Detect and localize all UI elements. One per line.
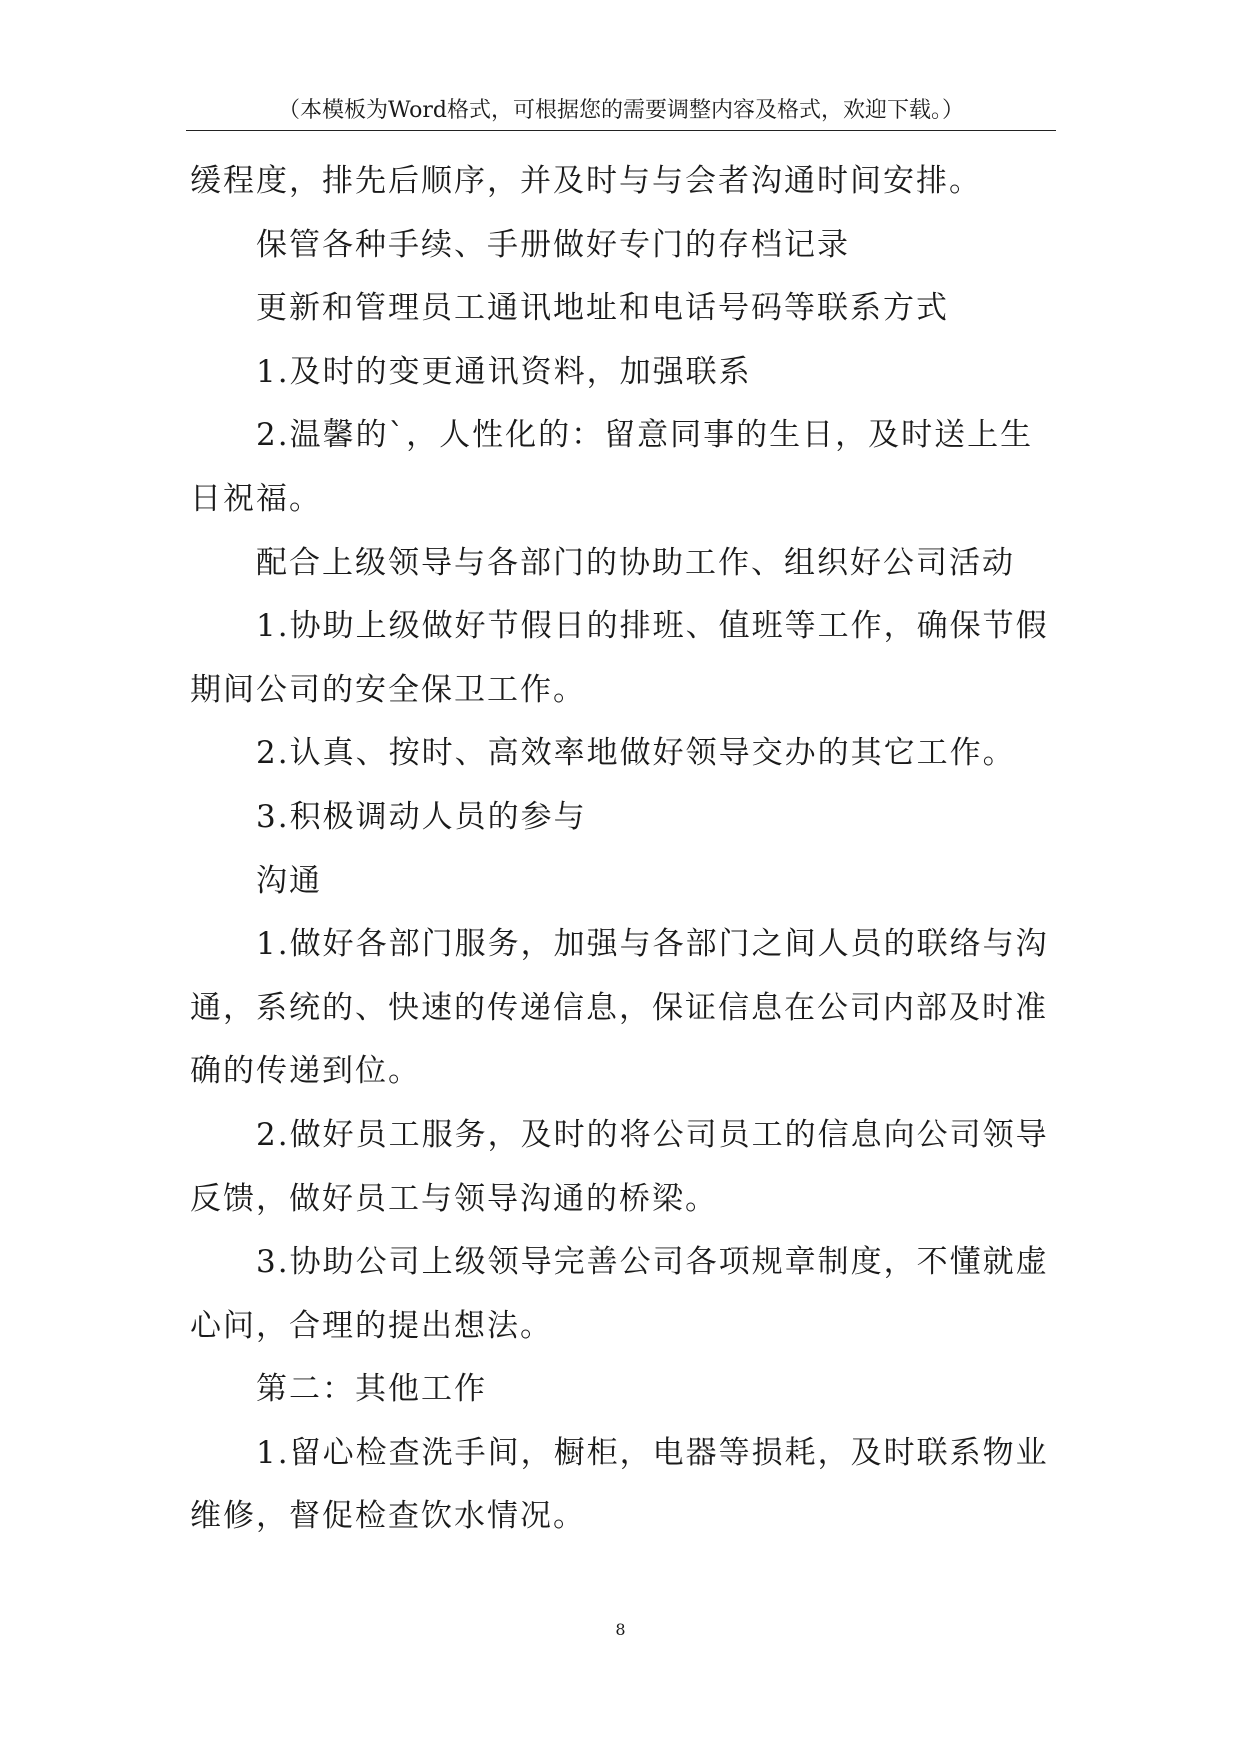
text-line: 配合上级领导与各部门的协助工作、组织好公司活动 [256, 544, 1015, 581]
text-line: 2.做好员工服务，及时的将公司员工的信息向公司领导 [256, 1116, 1049, 1153]
text-line: 1.留心检查洗手间，橱柜，电器等损耗，及时联系物业 [256, 1434, 1049, 1471]
document-body [190, 150, 1054, 1549]
text-line: 反馈，做好员工与领导沟通的桥梁。 [190, 1180, 718, 1217]
text-line: 沟通 [256, 862, 322, 899]
text-line: 2.温馨的`，人性化的：留意同事的生日，及时送上生 [256, 417, 1034, 454]
text-line: 第二：其他工作 [256, 1371, 487, 1408]
text-line: 日祝福。 [190, 480, 322, 517]
text-line: 3.协助公司上级领导完善公司各项规章制度，不懂就虚 [256, 1244, 1049, 1281]
text-line: 1.及时的变更通讯资料，加强联系 [256, 353, 752, 390]
text-line: 保管各种手续、手册做好专门的存档记录 [256, 226, 850, 263]
text-line: 确的传递到位。 [190, 1053, 421, 1090]
text-line: 期间公司的安全保卫工作。 [190, 671, 586, 708]
page-number: 8 [615, 1620, 626, 1639]
text-line: 缓程度，排先后顺序，并及时与与会者沟通时间安排。 [190, 163, 982, 199]
text-line: 1.做好各部门服务，加强与各部门之间人员的联络与沟 [256, 926, 1049, 963]
header-rule [186, 130, 1056, 131]
text-line: 维修，督促检查饮水情况。 [190, 1498, 586, 1535]
text-line: 2.认真、按时、高效率地做好领导交办的其它工作。 [256, 735, 1016, 772]
header-text: （本模板为Word格式，可根据您的需要调整内容及格式，欢迎下载。） [278, 98, 964, 123]
text-line: 更新和管理员工通讯地址和电话号码等联系方式 [256, 290, 949, 327]
text-line: 3.积极调动人员的参与 [256, 798, 587, 835]
text-line: 心问，合理的提出想法。 [190, 1307, 553, 1344]
text-line: 1.协助上级做好节假日的排班、值班等工作，确保节假 [256, 608, 1049, 645]
text-line: 通，系统的、快速的传递信息，保证信息在公司内部及时准 [190, 989, 1048, 1026]
